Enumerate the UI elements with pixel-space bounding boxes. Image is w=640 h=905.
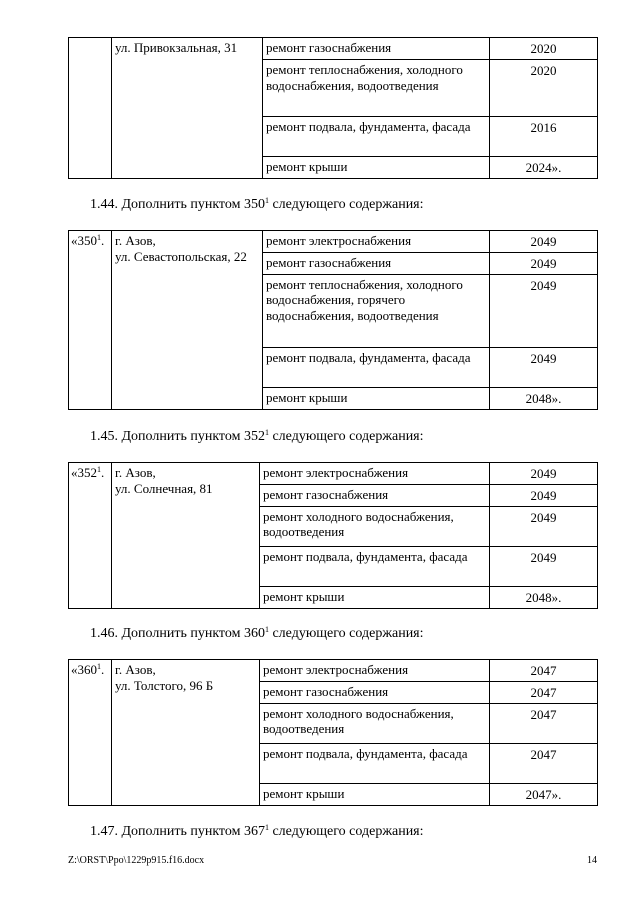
para-text: следующего содержания: — [268, 197, 424, 212]
city: г. Азов, — [115, 662, 156, 677]
para-text: следующего содержания: — [268, 824, 424, 839]
year-cell: 2016 — [490, 117, 598, 157]
para-text: 1.46. Дополнить пунктом 360 — [90, 626, 265, 641]
num-cell — [69, 38, 112, 179]
paragraph-1-47 — [90, 824, 424, 840]
num-cell: «$360^1$. — [69, 660, 112, 806]
footer-file-path: Z:\ORST\Ppo\1229p915.f16.docx — [68, 855, 205, 866]
year-cell: 2049 — [490, 347, 598, 387]
work-cell: ремонт газоснабжения — [263, 253, 490, 275]
street: ул. Толстого, 96 Б — [115, 677, 214, 693]
work-cell: ремонт подвала, фундамента, фасада — [263, 347, 490, 387]
street: ул. Солнечная, 81 — [115, 480, 213, 496]
para-text: 1.47. Дополнить пунктом 367 — [90, 824, 265, 839]
paragraph-1-46 — [90, 626, 424, 642]
street: ул. Севастопольская, 22 — [115, 248, 247, 264]
address-cell — [112, 463, 260, 609]
year-cell: 2049 — [490, 253, 598, 275]
num-cell: «$352^1$. — [69, 463, 112, 609]
table-360 — [68, 659, 598, 806]
address-cell — [112, 231, 263, 410]
num-cell: «$350^1$. — [69, 231, 112, 410]
superscript: 1 — [264, 428, 269, 437]
paragraph-1-44 — [90, 197, 424, 213]
year-cell: 2048». — [490, 586, 598, 608]
work-cell: ремонт подвала, фундамента, фасада — [263, 117, 490, 157]
work-cell: ремонт крыши — [260, 586, 490, 608]
work-cell: ремонт электроснабжения — [260, 660, 490, 682]
city: г. Азов, — [115, 233, 156, 248]
year-cell: 2047 — [490, 682, 598, 704]
superscript: 1 — [264, 823, 269, 832]
work-cell: ремонт электроснабжения — [263, 231, 490, 253]
para-text: 1.45. Дополнить пунктом 352 — [90, 429, 265, 444]
year-cell: 2049 — [490, 231, 598, 253]
work-cell: ремонт теплоснабжения, холодного водоснабжения, горячего водоснабжения, водоотведения — [263, 274, 490, 347]
work-cell: ремонт крыши — [260, 783, 490, 805]
work-cell: ремонт холодного водоснабжения, водоотведения — [260, 703, 490, 743]
superscript: 1 — [264, 196, 269, 205]
work-cell: ремонт холодного водоснабжения, водоотведения — [260, 506, 490, 546]
table-352 — [68, 462, 598, 609]
superscript: 1 — [264, 625, 269, 634]
year-cell: 2020 — [490, 38, 598, 60]
work-cell: ремонт газоснабжения — [263, 38, 490, 60]
work-cell: ремонт крыши — [263, 387, 490, 409]
para-text: следующего содержания: — [268, 429, 424, 444]
year-cell: 2047 — [490, 660, 598, 682]
table-top — [68, 37, 598, 179]
work-cell: ремонт газоснабжения — [260, 682, 490, 704]
paragraph-1-45 — [90, 429, 424, 445]
year-cell: 2049 — [490, 463, 598, 485]
year-cell: 2020 — [490, 60, 598, 117]
year-cell: 2049 — [490, 274, 598, 347]
work-cell: ремонт газоснабжения — [260, 485, 490, 507]
page-number: 14 — [587, 855, 597, 866]
work-cell: ремонт электроснабжения — [260, 463, 490, 485]
para-text: следующего содержания: — [268, 626, 424, 641]
work-cell: ремонт теплоснабжения, холодного водоснабжения, водоотведения — [263, 60, 490, 117]
table-350 — [68, 230, 598, 410]
address-cell — [112, 660, 260, 806]
para-text: 1.44. Дополнить пунктом 350 — [90, 197, 265, 212]
year-cell: 2049 — [490, 506, 598, 546]
year-cell: 2024». — [490, 157, 598, 179]
address-cell — [112, 38, 263, 179]
year-cell: 2047». — [490, 783, 598, 805]
city: г. Азов, — [115, 465, 156, 480]
year-cell: 2049 — [490, 485, 598, 507]
work-cell: ремонт крыши — [263, 157, 490, 179]
year-cell: 2048». — [490, 387, 598, 409]
street: ул. Привокзальная, 31 — [115, 40, 238, 55]
work-cell: ремонт подвала, фундамента, фасада — [260, 546, 490, 586]
work-cell: ремонт подвала, фундамента, фасада — [260, 743, 490, 783]
year-cell: 2047 — [490, 743, 598, 783]
year-cell: 2049 — [490, 546, 598, 586]
year-cell: 2047 — [490, 703, 598, 743]
